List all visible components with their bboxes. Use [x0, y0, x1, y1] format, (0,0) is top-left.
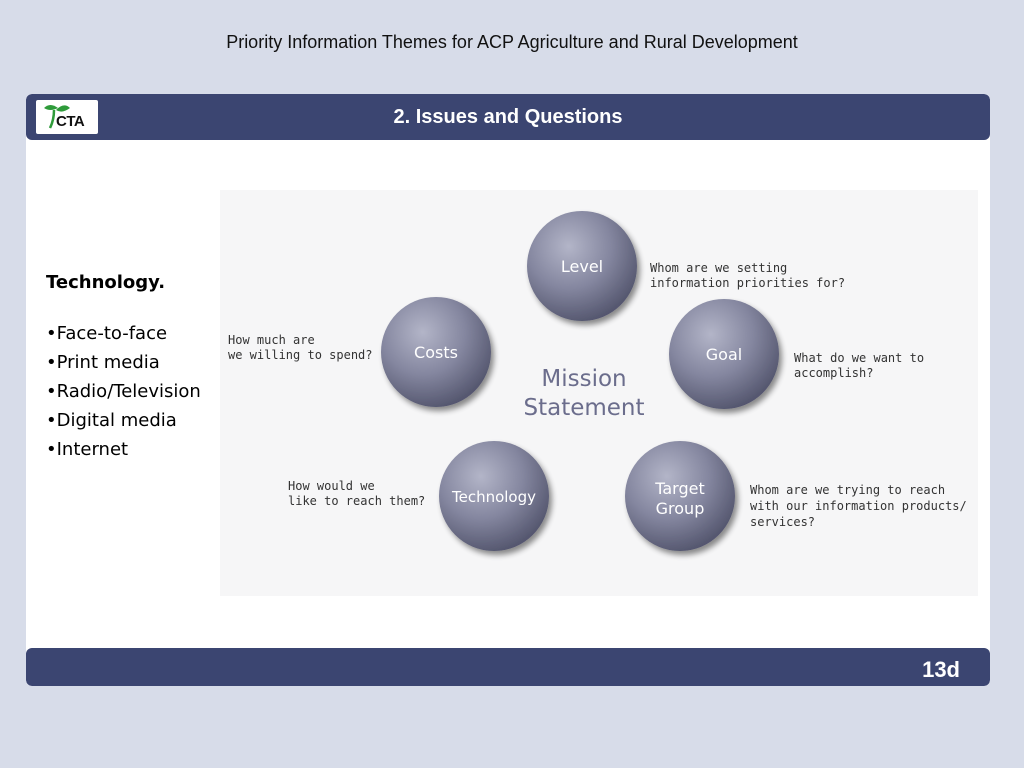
bullet-list: [46, 319, 246, 464]
node-label: Costs: [414, 343, 458, 362]
question-text: information priorities for?: [650, 276, 846, 290]
question-text: How would we: [288, 479, 375, 493]
node-label: Target: [655, 479, 705, 498]
page-number: 13d: [922, 657, 960, 682]
center-text-statement: Statement: [523, 395, 645, 421]
node-label: Technology: [451, 488, 537, 506]
slide-panel: [26, 94, 990, 686]
question-text: accomplish?: [794, 366, 874, 380]
list-item: •Face-to-face: [46, 323, 168, 344]
node-level: [527, 211, 845, 321]
question-text: How much are: [228, 333, 315, 347]
mission-statement-diagram: [220, 190, 978, 596]
node-costs: [228, 297, 491, 407]
slide-title: 2. Issues and Questions: [393, 106, 623, 128]
question-text: we willing to spend?: [228, 348, 373, 362]
question-text: Whom are we trying to reach: [750, 483, 946, 497]
node-technology: [288, 441, 549, 551]
section-heading: Technology.: [46, 272, 166, 293]
center-text-mission: Mission: [541, 366, 627, 392]
header-bar: [26, 94, 990, 140]
logo-text: CTA: [56, 113, 85, 130]
footer-bar: [26, 648, 990, 686]
question-text: What do we want to: [794, 351, 925, 365]
question-text: with our information products/: [750, 499, 967, 513]
node-target-group: [625, 441, 967, 551]
question-text: like to reach them?: [288, 494, 426, 508]
list-item: •Print media: [46, 352, 160, 373]
node-label: Goal: [705, 345, 743, 364]
node-goal: [669, 299, 924, 409]
question-text: services?: [750, 515, 816, 529]
node-label: Group: [655, 499, 705, 518]
list-item: •Radio/Television: [46, 381, 201, 402]
diagram-svg: [220, 190, 978, 596]
question-text: Whom are we setting: [650, 261, 788, 275]
presentation-title: Priority Information Themes for ACP Agriculture and Rural Development: [226, 32, 798, 52]
list-item: •Internet: [46, 439, 129, 460]
node-label: Level: [560, 257, 604, 276]
technology-notes: [46, 272, 246, 464]
list-item: •Digital media: [46, 410, 177, 431]
